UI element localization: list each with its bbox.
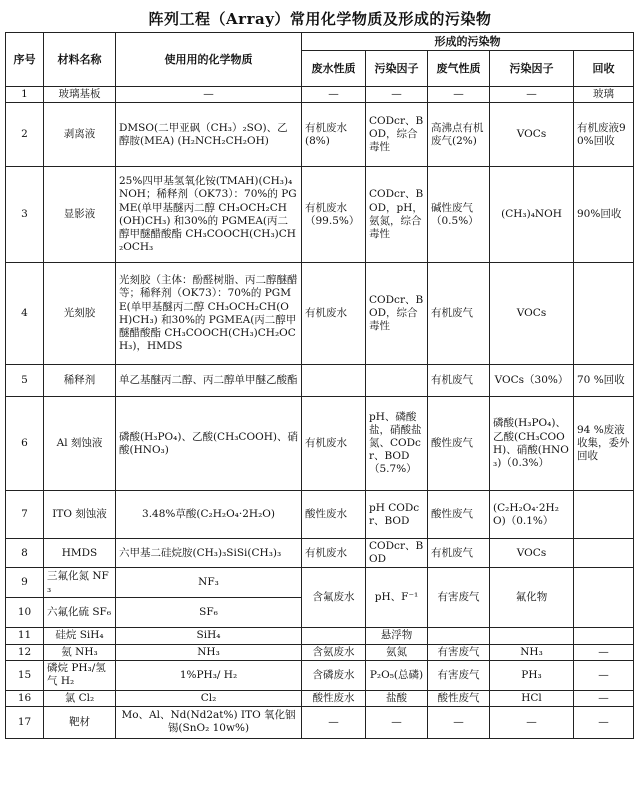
cell-chemicals: — [116, 87, 302, 103]
cell-material: Al 刻蚀液 [44, 397, 116, 491]
table-row [6, 263, 634, 365]
table-row [6, 491, 634, 539]
cell-chemicals: NF₃ [116, 568, 302, 598]
cell-gas-factor: HCl [490, 690, 574, 706]
cell-gas-nature [428, 628, 490, 644]
cell-material: ITO 刻蚀液 [44, 491, 116, 539]
header-recycle: 回收 [574, 51, 634, 87]
cell-recycle: 90%回收 [574, 167, 634, 263]
cell-wastewater-factor: pH、磷酸盐，硝酸盐氮、CODcr、BOD（5.7%） [366, 397, 428, 491]
cell-no: 16 [6, 690, 44, 706]
cell-no: 12 [6, 644, 44, 660]
table-row [6, 539, 634, 568]
cell-chemicals: DMSO(二甲亚砜（CH₃）₂SO)、乙醇胺(MEA) (H₂NCH₂CH₂OH) [116, 103, 302, 167]
cell-chemicals: SiH₄ [116, 628, 302, 644]
cell-wastewater-factor: CODcr、BOD，综合毒性 [366, 263, 428, 365]
chemicals-table [5, 32, 634, 739]
cell-no: 1 [6, 87, 44, 103]
cell-chemicals: SF₆ [116, 598, 302, 628]
cell-wastewater-factor: 悬浮物 [366, 628, 428, 644]
header-pollutants-group: 形成的污染物 [302, 33, 634, 51]
cell-gas-nature: 酸性废气 [428, 491, 490, 539]
cell-chemicals: NH₃ [116, 644, 302, 660]
cell-wastewater-nature: 有机废水 [302, 263, 366, 365]
cell-gas-nature: 酸性废气 [428, 397, 490, 491]
document-title: 阵列工程（Array）常用化学物质及形成的污染物 [148, 10, 492, 28]
cell-wastewater-nature: 有机废水(8%) [302, 103, 366, 167]
cell-wastewater-nature [302, 628, 366, 644]
header-gas-factor: 污染因子 [490, 51, 574, 87]
cell-material: 稀释剂 [44, 365, 116, 397]
cell-wastewater-factor: P₂O₅(总磷) [366, 660, 428, 690]
cell-wastewater-nature [302, 365, 366, 397]
cell-recycle: — [574, 690, 634, 706]
cell-gas-factor: VOCs [490, 103, 574, 167]
cell-gas-factor: NH₃ [490, 644, 574, 660]
cell-no: 5 [6, 365, 44, 397]
cell-gas-factor: 磷酸(H₃PO₄)、乙酸(CH₃COOH)、硝酸(HNO₃)（0.3%） [490, 397, 574, 491]
cell-gas-factor: (C₂H₂O₄·2H₂O)（0.1%） [490, 491, 574, 539]
cell-gas-factor: VOCs [490, 539, 574, 568]
cell-gas-factor: PH₃ [490, 660, 574, 690]
table-row [6, 660, 634, 690]
cell-gas-nature: — [428, 87, 490, 103]
table-row [6, 365, 634, 397]
cell-recycle: — [574, 644, 634, 660]
cell-no: 9 [6, 568, 44, 598]
table-row [6, 397, 634, 491]
table-row [6, 690, 634, 706]
cell-recycle: 70 %回收 [574, 365, 634, 397]
cell-wastewater-factor: 氨氮 [366, 644, 428, 660]
cell-no: 17 [6, 706, 44, 738]
header-wastewater-factor: 污染因子 [366, 51, 428, 87]
cell-wastewater-factor [366, 365, 428, 397]
cell-no: 7 [6, 491, 44, 539]
cell-chemicals: 25%四甲基氢氧化铵(TMAH)(CH₃)₄NOH；稀释剂（OK73）：70%的 PGME(单甲基醚丙二醇 CH₃OCH₂CH(OH)CH₃) 和30%的 PGMEA(丙二醇甲醚醋酸酯 CH₃COOCH(CH₃)CH₂OCH₃ [116, 167, 302, 263]
cell-chemicals: 六甲基二硅烷胺(CH₃)₃SiSi(CH₃)₃ [116, 539, 302, 568]
header-chemicals: 使用用的化学物质 [116, 33, 302, 87]
cell-gas-nature: 有机废气 [428, 263, 490, 365]
table-row [6, 103, 634, 167]
cell-gas-nature: 有害废气 [428, 568, 490, 628]
header-no: 序号 [6, 33, 44, 87]
cell-recycle [574, 628, 634, 644]
table-row [6, 568, 634, 598]
cell-recycle: 94 %废液收集，委外回收 [574, 397, 634, 491]
cell-material: 靶材 [44, 706, 116, 738]
cell-chemicals: Mo、Al、Nd(Nd2at%) ITO 氧化铟锡(SnO₂ 10w%) [116, 706, 302, 738]
cell-material: HMDS [44, 539, 116, 568]
cell-gas-nature: 高沸点有机废气(2%) [428, 103, 490, 167]
cell-gas-nature: 酸性废气 [428, 690, 490, 706]
cell-recycle: 玻璃 [574, 87, 634, 103]
cell-recycle: 有机废液90%回收 [574, 103, 634, 167]
table-row [6, 706, 634, 738]
table-row [6, 628, 634, 644]
cell-no: 15 [6, 660, 44, 690]
cell-material: 玻璃基板 [44, 87, 116, 103]
cell-no: 6 [6, 397, 44, 491]
cell-wastewater-nature: 含磷废水 [302, 660, 366, 690]
cell-recycle [574, 568, 634, 628]
cell-wastewater-factor: pH CODcr、BOD [366, 491, 428, 539]
table-row [6, 167, 634, 263]
cell-gas-nature: 有机废气 [428, 365, 490, 397]
cell-gas-factor: (CH₃)₄NOH [490, 167, 574, 263]
cell-wastewater-nature: 有机废水（99.5%） [302, 167, 366, 263]
cell-no: 4 [6, 263, 44, 365]
cell-wastewater-nature: 有机废水 [302, 539, 366, 568]
cell-material: 剥离液 [44, 103, 116, 167]
cell-gas-factor: VOCs（30%） [490, 365, 574, 397]
table-row [6, 644, 634, 660]
cell-wastewater-nature: 酸性废水 [302, 690, 366, 706]
cell-wastewater-nature: 酸性废水 [302, 491, 366, 539]
cell-chemicals: 单乙基醚丙二醇、丙二醇单甲醚乙酸酯 [116, 365, 302, 397]
cell-no: 3 [6, 167, 44, 263]
cell-no: 10 [6, 598, 44, 628]
cell-gas-factor: — [490, 87, 574, 103]
cell-material: 磷烷 PH₃/氢气 H₂ [44, 660, 116, 690]
cell-material: 显影液 [44, 167, 116, 263]
cell-wastewater-factor: CODcr、BOD，pH，氨氮，综合毒性 [366, 167, 428, 263]
cell-gas-factor: — [490, 706, 574, 738]
cell-material: 六氟化硫 SF₆ [44, 598, 116, 628]
cell-wastewater-nature: — [302, 87, 366, 103]
cell-gas-factor [490, 628, 574, 644]
cell-gas-nature: — [428, 706, 490, 738]
cell-wastewater-factor: CODcr、BOD，综合毒性 [366, 103, 428, 167]
cell-wastewater-nature: 含氟废水 [302, 568, 366, 628]
cell-chemicals: 磷酸(H₃PO₄)、乙酸(CH₃COOH)、硝酸(HNO₃) [116, 397, 302, 491]
cell-gas-nature: 有机废气 [428, 539, 490, 568]
cell-chemicals: 光刻胶（主体：酚醛树脂、丙二醇醚醋等；稀释剂（OK73）：70%的 PGME(单甲基醚丙二醇 CH₃OCH₂CH(OH)CH₃) 和30%的 PGMEA(丙二醇甲醚醋酸酯 CH₃COOCH(CH₃)CH₂OCH₃)，HMDS [116, 263, 302, 365]
cell-recycle [574, 539, 634, 568]
cell-gas-nature: 有害废气 [428, 644, 490, 660]
cell-material: 三氟化氮 NF₃ [44, 568, 116, 598]
cell-chemicals: 1%PH₃/ H₂ [116, 660, 302, 690]
cell-wastewater-factor: — [366, 87, 428, 103]
cell-wastewater-nature: — [302, 706, 366, 738]
cell-gas-nature: 碱性废气（0.5%） [428, 167, 490, 263]
cell-chemicals: 3.48%草酸(C₂H₂O₄·2H₂O) [116, 491, 302, 539]
cell-chemicals: Cl₂ [116, 690, 302, 706]
cell-material: 光刻胶 [44, 263, 116, 365]
cell-no: 2 [6, 103, 44, 167]
header-wastewater-nature: 废水性质 [302, 51, 366, 87]
cell-no: 11 [6, 628, 44, 644]
cell-wastewater-factor: — [366, 706, 428, 738]
cell-wastewater-nature: 含氨废水 [302, 644, 366, 660]
cell-recycle [574, 491, 634, 539]
cell-gas-nature: 有害废气 [428, 660, 490, 690]
cell-recycle: — [574, 706, 634, 738]
cell-recycle [574, 263, 634, 365]
cell-wastewater-factor: CODcr、BOD [366, 539, 428, 568]
header-material: 材料名称 [44, 33, 116, 87]
cell-material: 氯 Cl₂ [44, 690, 116, 706]
cell-gas-factor: VOCs [490, 263, 574, 365]
cell-recycle: — [574, 660, 634, 690]
cell-gas-factor: 氟化物 [490, 568, 574, 628]
cell-wastewater-nature: 有机废水 [302, 397, 366, 491]
cell-wastewater-factor: 盐酸 [366, 690, 428, 706]
cell-material: 硅烷 SiH₄ [44, 628, 116, 644]
header-gas-nature: 废气性质 [428, 51, 490, 87]
cell-no: 8 [6, 539, 44, 568]
cell-wastewater-factor: pH、F⁻¹ [366, 568, 428, 628]
table-row [6, 87, 634, 103]
cell-material: 氨 NH₃ [44, 644, 116, 660]
